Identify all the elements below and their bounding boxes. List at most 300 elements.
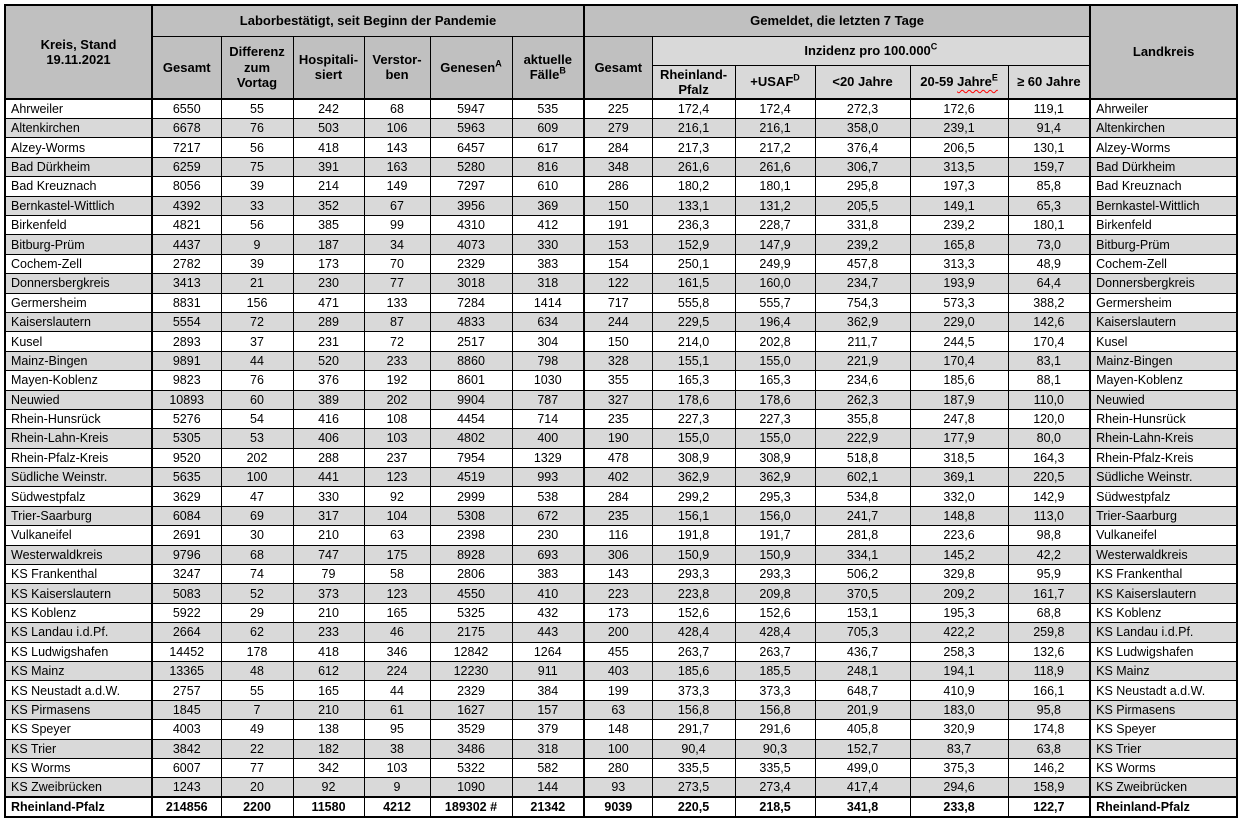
age-20-59-footnote-marker: E (991, 72, 998, 83)
value-cell: 83,1 (1008, 351, 1090, 370)
value-cell: 335,5 (735, 758, 815, 777)
value-cell: 418 (293, 642, 364, 661)
value-cell: 2757 (152, 681, 221, 700)
table-row (5, 177, 1237, 196)
value-cell: 273,5 (652, 778, 735, 797)
lab-col-gesamt-label: Gesamt (162, 59, 211, 75)
value-cell: 8601 (430, 371, 512, 390)
table-body (5, 99, 1237, 816)
reported-section-label: Gemeldet, die letzten 7 Tage (750, 13, 925, 29)
value-cell: 258,3 (910, 642, 1008, 661)
header-row-columns (5, 36, 1237, 65)
value-cell: 6457 (430, 138, 512, 157)
value-cell: 148 (584, 720, 652, 739)
value-cell: 249,9 (735, 254, 815, 273)
value-cell: 231 (293, 332, 364, 351)
incidence-col-header-20-59 (910, 65, 1008, 99)
table-row (5, 138, 1237, 157)
value-cell: 150,9 (735, 545, 815, 564)
value-cell: 149,1 (910, 196, 1008, 215)
value-cell: 342 (293, 758, 364, 777)
value-cell: 63 (364, 526, 430, 545)
value-cell: 225 (584, 99, 652, 118)
value-cell: 334,1 (815, 545, 910, 564)
value-cell: 7297 (430, 177, 512, 196)
incidence-col-rlp-label: Rheinland-Pfalz (659, 66, 728, 97)
table-row (5, 235, 1237, 254)
value-cell: 457,8 (815, 254, 910, 273)
landkreis-name-cell: KS Trier (1090, 739, 1237, 758)
value-cell: 47 (221, 487, 293, 506)
value-cell: 223 (584, 584, 652, 603)
value-cell: 180,1 (1008, 216, 1090, 235)
value-cell: 165,3 (652, 371, 735, 390)
value-cell: 4454 (430, 409, 512, 428)
value-cell: 441 (293, 468, 364, 487)
value-cell: 362,9 (652, 468, 735, 487)
value-cell: 147,9 (735, 235, 815, 254)
value-cell: 30 (221, 526, 293, 545)
value-cell: 362,9 (735, 468, 815, 487)
value-cell: 291,6 (735, 720, 815, 739)
value-cell: 534,8 (815, 487, 910, 506)
lab-section-header (152, 5, 584, 36)
reported-section-header (584, 5, 1090, 36)
value-cell: 65,3 (1008, 196, 1090, 215)
table-row (5, 390, 1237, 409)
value-cell: 518,8 (815, 448, 910, 467)
landkreis-name-cell: Südwestpfalz (1090, 487, 1237, 506)
value-cell: 5947 (430, 99, 512, 118)
value-cell: 172,4 (735, 99, 815, 118)
value-cell: 62 (221, 623, 293, 642)
kreis-name-cell: Südliche Weinstr. (5, 468, 152, 487)
kreis-name-cell: Vulkaneifel (5, 526, 152, 545)
value-cell: 155,0 (735, 429, 815, 448)
value-cell: 375,3 (910, 758, 1008, 777)
value-cell: 119,1 (1008, 99, 1090, 118)
value-cell: 261,6 (735, 157, 815, 176)
lab-col-header-gesamt (152, 36, 221, 99)
value-cell: 244 (584, 312, 652, 331)
value-cell: 373 (293, 584, 364, 603)
value-cell: 42,2 (1008, 545, 1090, 564)
value-cell: 358,0 (815, 119, 910, 138)
kreis-name-cell: KS Koblenz (5, 603, 152, 622)
kreis-name-cell: Neuwied (5, 390, 152, 409)
value-cell: 376 (293, 371, 364, 390)
value-cell: 383 (512, 254, 584, 273)
value-cell: 1414 (512, 293, 584, 312)
kreis-name-cell: Mayen-Koblenz (5, 371, 152, 390)
value-cell: 227,3 (652, 409, 735, 428)
value-cell: 648,7 (815, 681, 910, 700)
value-cell: 295,8 (815, 177, 910, 196)
value-cell: 172,6 (910, 99, 1008, 118)
value-cell: 122,7 (1008, 797, 1090, 816)
value-cell: 5922 (152, 603, 221, 622)
incidence-col-usaf-label: +USAF (750, 74, 794, 90)
value-cell: 242 (293, 99, 364, 118)
table-row (5, 274, 1237, 293)
incidence-col-header-usaf (735, 65, 815, 99)
value-cell: 402 (584, 468, 652, 487)
landkreis-name-cell: Südliche Weinstr. (1090, 468, 1237, 487)
value-cell: 217,2 (735, 138, 815, 157)
value-cell: 5083 (152, 584, 221, 603)
value-cell: 189302 # (430, 797, 512, 816)
value-cell: 178,6 (652, 390, 735, 409)
value-cell: 428,4 (652, 623, 735, 642)
value-cell: 83,7 (910, 739, 1008, 758)
value-cell: 164,3 (1008, 448, 1090, 467)
value-cell: 5280 (430, 157, 512, 176)
incidence-col-header-under20 (815, 65, 910, 99)
value-cell: 306 (584, 545, 652, 564)
kreis-stand-line1: Kreis, Stand (40, 36, 117, 52)
value-cell: 22 (221, 739, 293, 758)
value-cell: 20 (221, 778, 293, 797)
value-cell: 172,4 (652, 99, 735, 118)
value-cell: 173 (584, 603, 652, 622)
value-cell: 2398 (430, 526, 512, 545)
value-cell: 55 (221, 99, 293, 118)
value-cell: 146,2 (1008, 758, 1090, 777)
value-cell: 383 (512, 565, 584, 584)
value-cell: 48 (221, 661, 293, 680)
value-cell: 222,9 (815, 429, 910, 448)
incidence-col-60plus-label: ≥ 60 Jahre (1017, 74, 1081, 90)
value-cell: 6550 (152, 99, 221, 118)
table-row (5, 487, 1237, 506)
value-cell: 159,7 (1008, 157, 1090, 176)
table-row (5, 409, 1237, 428)
value-cell: 5963 (430, 119, 512, 138)
table-row (5, 506, 1237, 525)
value-cell: 202 (221, 448, 293, 467)
value-cell: 330 (512, 235, 584, 254)
reported-col-header-gesamt (584, 36, 652, 99)
value-cell: 520 (293, 351, 364, 370)
value-cell: 13365 (152, 661, 221, 680)
value-cell: 152,7 (815, 739, 910, 758)
value-cell: 123 (364, 584, 430, 603)
value-cell: 160,0 (735, 274, 815, 293)
value-cell: 48,9 (1008, 254, 1090, 273)
value-cell: 4519 (430, 468, 512, 487)
kreis-name-cell: Kaiserslautern (5, 312, 152, 331)
lab-col-header-genesen (430, 36, 512, 99)
value-cell: 262,3 (815, 390, 910, 409)
value-cell: 118,9 (1008, 661, 1090, 680)
value-cell: 428,4 (735, 623, 815, 642)
landkreis-header-label: Landkreis (1132, 44, 1195, 60)
value-cell: 348 (584, 157, 652, 176)
value-cell: 68 (221, 545, 293, 564)
table-row (5, 429, 1237, 448)
value-cell: 178 (221, 642, 293, 661)
value-cell: 206,5 (910, 138, 1008, 157)
value-cell: 187,9 (910, 390, 1008, 409)
value-cell: 178,6 (735, 390, 815, 409)
kreis-name-cell: Mainz-Bingen (5, 351, 152, 370)
value-cell: 191 (584, 216, 652, 235)
landkreis-name-cell: Kusel (1090, 332, 1237, 351)
value-cell: 406 (293, 429, 364, 448)
value-cell: 152,9 (652, 235, 735, 254)
value-cell: 52 (221, 584, 293, 603)
value-cell: 235 (584, 506, 652, 525)
table-header (5, 5, 1237, 99)
value-cell: 133,1 (652, 196, 735, 215)
value-cell: 95,8 (1008, 700, 1090, 719)
value-cell: 68,8 (1008, 603, 1090, 622)
value-cell: 108 (364, 409, 430, 428)
value-cell: 21 (221, 274, 293, 293)
value-cell: 369 (512, 196, 584, 215)
value-cell: 150 (584, 332, 652, 351)
value-cell: 170,4 (910, 351, 1008, 370)
table-row (5, 739, 1237, 758)
value-cell: 7284 (430, 293, 512, 312)
kreis-name-cell: Bernkastel-Wittlich (5, 196, 152, 215)
value-cell: 182 (293, 739, 364, 758)
value-cell: 289 (293, 312, 364, 331)
landkreis-name-cell: Westerwaldkreis (1090, 545, 1237, 564)
value-cell: 76 (221, 371, 293, 390)
table-row (5, 681, 1237, 700)
value-cell: 95 (364, 720, 430, 739)
value-cell: 157 (512, 700, 584, 719)
value-cell: 234,7 (815, 274, 910, 293)
kreis-name-cell: Ahrweiler (5, 99, 152, 118)
value-cell: 217,3 (652, 138, 735, 157)
kreis-name-cell: Birkenfeld (5, 216, 152, 235)
value-cell: 67 (364, 196, 430, 215)
value-cell: 38 (364, 739, 430, 758)
value-cell: 3956 (430, 196, 512, 215)
incidence-col-20-59-spellchecked-word (957, 74, 998, 89)
value-cell: 175 (364, 545, 430, 564)
value-cell: 205,5 (815, 196, 910, 215)
value-cell: 229,0 (910, 312, 1008, 331)
lab-col-header-hospitalisiert (293, 36, 364, 99)
value-cell: 216,1 (652, 119, 735, 138)
kreis-name-cell: Bad Kreuznach (5, 177, 152, 196)
value-cell: 155,1 (652, 351, 735, 370)
value-cell: 64,4 (1008, 274, 1090, 293)
table-row (5, 371, 1237, 390)
value-cell: 747 (293, 545, 364, 564)
value-cell: 104 (364, 506, 430, 525)
value-cell: 754,3 (815, 293, 910, 312)
value-cell: 12842 (430, 642, 512, 661)
value-cell: 2329 (430, 681, 512, 700)
lab-col-differenz-label: Differenz zum Vortag (229, 44, 285, 90)
value-cell: 355,8 (815, 409, 910, 428)
value-cell: 77 (364, 274, 430, 293)
value-cell: 230 (512, 526, 584, 545)
table-row (5, 565, 1237, 584)
landkreis-name-cell: Altenkirchen (1090, 119, 1237, 138)
value-cell: 2893 (152, 332, 221, 351)
value-cell: 1329 (512, 448, 584, 467)
value-cell: 418 (293, 138, 364, 157)
value-cell: 76 (221, 119, 293, 138)
landkreis-name-cell: Cochem-Zell (1090, 254, 1237, 273)
landkreis-name-cell: Bitburg-Prüm (1090, 235, 1237, 254)
value-cell: 220,5 (652, 797, 735, 816)
value-cell: 318 (512, 739, 584, 758)
value-cell: 53 (221, 429, 293, 448)
value-cell: 63 (584, 700, 652, 719)
value-cell: 6084 (152, 506, 221, 525)
incidence-col-under20-label: <20 Jahre (832, 74, 893, 90)
value-cell: 4550 (430, 584, 512, 603)
value-cell: 582 (512, 758, 584, 777)
value-cell: 152,6 (652, 603, 735, 622)
value-cell: 8831 (152, 293, 221, 312)
table-row (5, 332, 1237, 351)
kreis-name-cell: KS Landau i.d.Pf. (5, 623, 152, 642)
value-cell: 11580 (293, 797, 364, 816)
value-cell: 143 (364, 138, 430, 157)
value-cell: 327 (584, 390, 652, 409)
value-cell: 155,0 (652, 429, 735, 448)
lab-section-label: Laborbestätigt, seit Beginn der Pandemie (239, 13, 497, 29)
value-cell: 216,1 (735, 119, 815, 138)
value-cell: 34 (364, 235, 430, 254)
value-cell: 3247 (152, 565, 221, 584)
value-cell: 68 (364, 99, 430, 118)
value-cell: 75 (221, 157, 293, 176)
value-cell: 123 (364, 468, 430, 487)
table-row (5, 468, 1237, 487)
value-cell: 130,1 (1008, 138, 1090, 157)
value-cell: 3018 (430, 274, 512, 293)
value-cell: 610 (512, 177, 584, 196)
value-cell: 4833 (430, 312, 512, 331)
value-cell: 228,7 (735, 216, 815, 235)
landkreis-name-cell: Alzey-Worms (1090, 138, 1237, 157)
value-cell: 4802 (430, 429, 512, 448)
value-cell: 538 (512, 487, 584, 506)
incidence-footnote-marker: C (930, 41, 938, 52)
value-cell: 4212 (364, 797, 430, 816)
value-cell: 85,8 (1008, 177, 1090, 196)
value-cell: 308,9 (735, 448, 815, 467)
table-row (5, 119, 1237, 138)
table-row (5, 254, 1237, 273)
value-cell: 362,9 (815, 312, 910, 331)
table-row (5, 312, 1237, 331)
value-cell: 180,2 (652, 177, 735, 196)
value-cell: 77 (221, 758, 293, 777)
lab-col-header-differenz (221, 36, 293, 99)
value-cell: 177,9 (910, 429, 1008, 448)
value-cell: 143 (584, 565, 652, 584)
value-cell: 145,2 (910, 545, 1008, 564)
value-cell: 56 (221, 216, 293, 235)
value-cell: 44 (221, 351, 293, 370)
value-cell: 241,7 (815, 506, 910, 525)
value-cell: 295,3 (735, 487, 815, 506)
value-cell: 5325 (430, 603, 512, 622)
value-cell: 239,1 (910, 119, 1008, 138)
value-cell: 148,8 (910, 506, 1008, 525)
value-cell: 5276 (152, 409, 221, 428)
value-cell: 612 (293, 661, 364, 680)
value-cell: 5635 (152, 468, 221, 487)
value-cell: 2329 (430, 254, 512, 273)
kreis-name-cell: KS Ludwigshafen (5, 642, 152, 661)
value-cell: 503 (293, 119, 364, 138)
value-cell: 1090 (430, 778, 512, 797)
landkreis-name-cell: KS Kaiserslautern (1090, 584, 1237, 603)
value-cell: 90,3 (735, 739, 815, 758)
kreis-name-cell: Südwestpfalz (5, 487, 152, 506)
value-cell: 499,0 (815, 758, 910, 777)
landkreis-name-cell: Rhein-Pfalz-Kreis (1090, 448, 1237, 467)
value-cell: 288 (293, 448, 364, 467)
value-cell: 299,2 (652, 487, 735, 506)
value-cell: 233 (364, 351, 430, 370)
value-cell: 634 (512, 312, 584, 331)
value-cell: 14452 (152, 642, 221, 661)
table-row (5, 661, 1237, 680)
value-cell: 113,0 (1008, 506, 1090, 525)
lab-col-aktuelle-faelle-label: aktuelle Fälle (523, 52, 572, 83)
value-cell: 294,6 (910, 778, 1008, 797)
value-cell: 6678 (152, 119, 221, 138)
kreis-name-cell: Bad Dürkheim (5, 157, 152, 176)
landkreis-name-cell: KS Landau i.d.Pf. (1090, 623, 1237, 642)
value-cell: 7954 (430, 448, 512, 467)
value-cell: 244,5 (910, 332, 1008, 351)
value-cell: 142,6 (1008, 312, 1090, 331)
value-cell: 318,5 (910, 448, 1008, 467)
table-row (5, 642, 1237, 661)
value-cell: 2999 (430, 487, 512, 506)
value-cell: 191,8 (652, 526, 735, 545)
value-cell: 7217 (152, 138, 221, 157)
value-cell: 80,0 (1008, 429, 1090, 448)
value-cell: 602,1 (815, 468, 910, 487)
value-cell: 436,7 (815, 642, 910, 661)
value-cell: 197,3 (910, 177, 1008, 196)
value-cell: 63,8 (1008, 739, 1090, 758)
value-cell: 279 (584, 119, 652, 138)
value-cell: 120,0 (1008, 409, 1090, 428)
value-cell: 88,1 (1008, 371, 1090, 390)
kreis-name-cell: Rheinland-Pfalz (5, 797, 152, 816)
kreis-name-cell: Rhein-Pfalz-Kreis (5, 448, 152, 467)
value-cell: 156,8 (735, 700, 815, 719)
value-cell: 9823 (152, 371, 221, 390)
value-cell: 410 (512, 584, 584, 603)
value-cell: 1627 (430, 700, 512, 719)
value-cell: 185,6 (652, 661, 735, 680)
value-cell: 9039 (584, 797, 652, 816)
value-cell: 320,9 (910, 720, 1008, 739)
value-cell: 1243 (152, 778, 221, 797)
value-cell: 237 (364, 448, 430, 467)
value-cell: 156 (221, 293, 293, 312)
value-cell: 422,2 (910, 623, 1008, 642)
value-cell: 385 (293, 216, 364, 235)
value-cell: 410,9 (910, 681, 1008, 700)
value-cell: 573,3 (910, 293, 1008, 312)
